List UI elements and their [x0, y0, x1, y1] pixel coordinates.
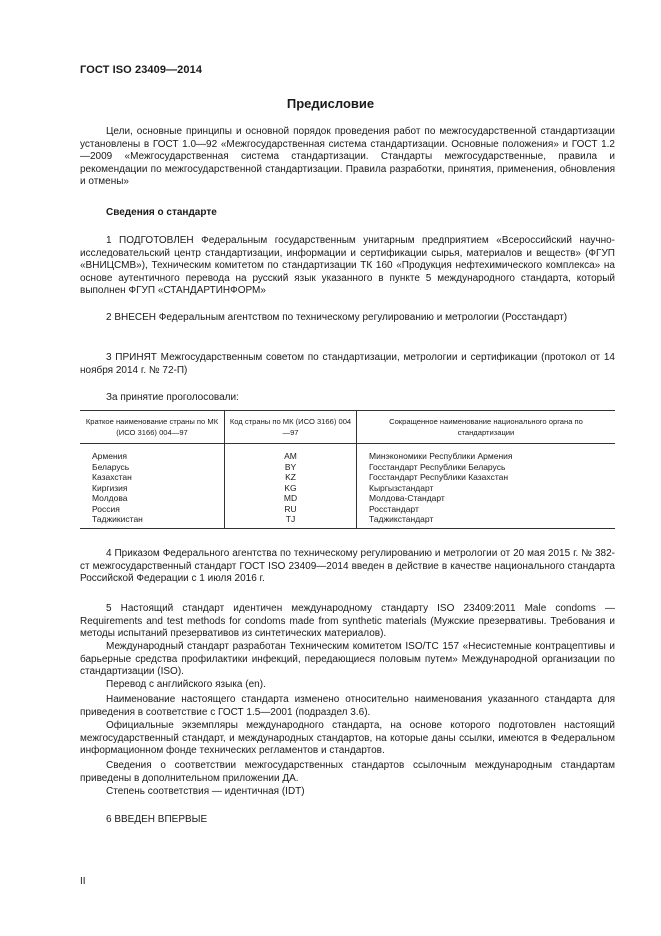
body-cell: Таджикстандарт	[357, 514, 616, 528]
item-5-paragraph-tc: Международный стандарт разработан Техническим комитетом ISO/TC 157 «Несистемные контрацептивы и барьерные средства профилактики инфекций, передающиеся половым путем» Международной организации по стандартизации (ISO).	[80, 641, 615, 677]
code-cell: BY	[225, 462, 357, 473]
table-header-code: Код страны по МК (ИСО 3166) 004—97	[225, 411, 357, 444]
item-5-paragraph-references: Сведения о соответствии межгосударственных стандартов ссылочным международным стандартам приведены в дополнительном приложении ДА.	[80, 760, 615, 784]
table-row	[80, 472, 615, 483]
table-row	[80, 514, 615, 528]
table-row	[80, 444, 615, 462]
country-cell: Беларусь	[80, 462, 225, 473]
item-3-paragraph: 3 ПРИНЯТ Межгосударственным советом по стандартизации, метрологии и сертификации (протокол от 14 ноября 2014 г. № 72-П)	[80, 352, 615, 376]
item-1-paragraph: 1 ПОДГОТОВЛЕН Федеральным государственным унитарным предприятием «Всероссийский научно-исследовательский центр стандартизации, информации и сертификации сырья, материалов и веществ» (ФГУП «ВНИЦСМВ»), Техническим комитетом по стандартизации ТК 160 «Продукция нефтехимического комплекса» на основе аутентичного перевода на русский язык указанного в пункте 5 международного стандарта, который выполнен ФГУП «СТАНДАРТИНФОРМ»	[80, 235, 615, 296]
country-cell: Казахстан	[80, 472, 225, 483]
table-row	[80, 483, 615, 494]
code-cell: KZ	[225, 472, 357, 483]
body-cell: Госстандарт Республики Беларусь	[357, 462, 616, 473]
item-5-paragraph-official: Официальные экземпляры международного стандарта, на основе которого подготовлен настоящий межгосударственный стандарт, и международных стандартов, на которые даны ссылки, имеются в Федеральном информационном фонде технических регламентов и стандартов.	[80, 720, 615, 756]
body-cell: Госстандарт Республики Казахстан	[357, 472, 616, 483]
table-row	[80, 493, 615, 504]
page-title: Предисловие	[286, 96, 375, 111]
table-row	[80, 462, 615, 473]
country-cell: Молдова	[80, 493, 225, 504]
country-cell: Армения	[80, 444, 225, 462]
code-cell: MD	[225, 493, 357, 504]
section-heading: Сведения о стандарте	[106, 207, 217, 218]
item-6-paragraph: 6 ВВЕДЕН ВПЕРВЫЕ	[106, 814, 208, 825]
table-header-row	[80, 411, 615, 444]
document-header: ГОСТ ISO 23409—2014	[80, 64, 203, 76]
table-header-country: Краткое наименование страны по МК (ИСО 3166) 004—97	[80, 411, 225, 444]
code-cell: RU	[225, 504, 357, 515]
voting-table	[80, 410, 615, 529]
item-4-paragraph: 4 Приказом Федерального агентства по техническому регулированию и метрологии от 20 мая 2015 г. № 382-ст межгосударственный стандарт ГОСТ ISO 23409—2014 введен в действие в качестве национального стандарта Российской Федерации с 1 июля 2016 г.	[80, 548, 615, 584]
intro-paragraph: Цели, основные принципы и основной порядок проведения работ по межгосударственной стандартизации установлены в ГОСТ 1.0—92 «Межгосударственная система стандартизации. Основные положения» и ГОСТ 1.2—2009 «Межгосударственная система стандартизации. Стандарты межгосударственные, правила и рекомендации по межгосударственной стандартизации. Правила разработки, принятия, применения, обновления и отмены»	[80, 126, 615, 187]
code-cell: TJ	[225, 514, 357, 528]
body-cell: Росстандарт	[357, 504, 616, 515]
code-cell: KG	[225, 483, 357, 494]
vote-intro: За принятие проголосовали:	[106, 392, 239, 403]
item-5-paragraph-translation: Перевод с английского языка (en).	[106, 679, 266, 690]
body-cell: Кыргызстандарт	[357, 483, 616, 494]
page-number: II	[80, 876, 86, 887]
country-cell: Киргизия	[80, 483, 225, 494]
country-cell: Россия	[80, 504, 225, 515]
item-5-paragraph: 5 Настоящий стандарт идентичен международному стандарту ISO 23409:2011 Male condoms — Requirements and test methods for condoms made from synthetic materials (Мужские презервативы. Требования и методы испытаний презервативов из синтетических материалов).	[80, 603, 615, 639]
item-2-paragraph: 2 ВНЕСЕН Федеральным агентством по техническому регулированию и метрологии (Росстандарт)	[106, 312, 568, 323]
item-5-paragraph-degree: Степень соответствия — идентичная (IDT)	[106, 786, 305, 797]
table-row	[80, 504, 615, 515]
table-header-body: Сокращенное наименование национального органа по стандартизации	[357, 411, 616, 444]
code-cell: AM	[225, 444, 357, 462]
body-cell: Минэкономики Республики Армения	[357, 444, 616, 462]
country-cell: Таджикистан	[80, 514, 225, 528]
body-cell: Молдова-Стандарт	[357, 493, 616, 504]
item-5-paragraph-name: Наименование настоящего стандарта изменено относительно наименования указанного стандарта для приведения в соответствие с ГОСТ 1.5—2001 (подраздел 3.6).	[80, 694, 615, 718]
